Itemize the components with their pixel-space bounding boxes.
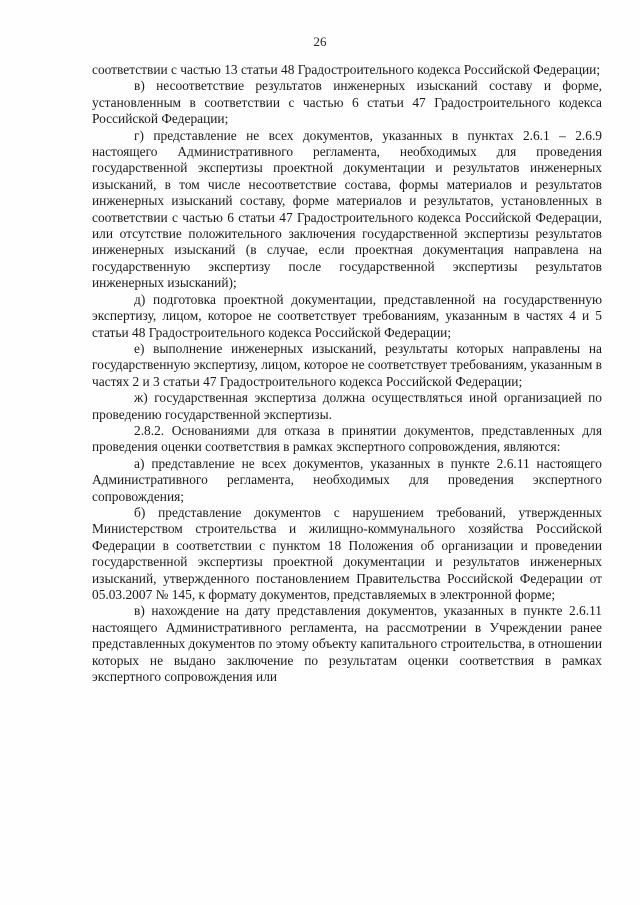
paragraph-item-g: г) представление не всех документов, указанных в пунктах 2.6.1 – 2.6.9 настоящего Административного регламента, необходимых для проведения государственной экспертизы проектной документации и результатов инженерных изысканий, в том числе несоответствие состава, формы материалов и результатов инженерных изысканий составу, форме материалов и результатов, установленных в соответствии с частью 6 статьи 47 Градостроительного кодекса Российской Федерации, или отсутствие положительного заключения государственной экспертизы результатов инженерных изысканий (в случае, если проектная документация направлена на государственную экспертизу после государственной экспертизы результатов инженерных изысканий);	[92, 127, 602, 291]
paragraph-item-a: а) представление не всех документов, указанных в пункте 2.6.11 настоящего Административного регламента, необходимых для проведения экспертного сопровождения;	[92, 455, 602, 504]
paragraph-item-zh: ж) государственная экспертиза должна осуществляться иной организацией по проведению государственной экспертизы.	[92, 390, 602, 422]
paragraph-item-v-2: в) нахождение на дату представления документов, указанных в пункте 2.6.11 настоящего Административного регламента, на рассмотрении в Учреждении ранее представленных документов по этому объекту капитального строительства, в отношении которых не выдано заключение по результатам оценки соответствия в рамках экспертного сопровождения или	[92, 603, 602, 685]
document-body	[92, 62, 602, 685]
paragraph-item-e: е) выполнение инженерных изысканий, результаты которых направлены на государственную экспертизу, лицом, которое не соответствует требованиям, указанным в частях 2 и 3 статьи 47 Градостроительного кодекса Российской Федерации;	[92, 340, 602, 389]
paragraph-item-b: б) представление документов с нарушением требований, утвержденных Министерством строительства и жилищно-коммунального хозяйства Российской Федерации в соответствии с пунктом 18 Положения об организации и проведении государственной экспертизы проектной документации и результатов инженерных изысканий, утвержденного постановлением Правительства Российской Федерации от 05.03.2007 № 145, к формату документов, представляемых в электронной форме;	[92, 504, 602, 602]
paragraph-item-d: д) подготовка проектной документации, представленной на государственную экспертизу, лицом, которое не соответствует требованиям, указанным в частях 4 и 5 статьи 48 Градостроительного кодекса Российской Федерации;	[92, 291, 602, 340]
page-number: 26	[313, 34, 327, 49]
paragraph-continuation: соответствии с частью 13 статьи 48 Градостроительного кодекса Российской Федерации;	[92, 62, 601, 77]
paragraph-item-v: в) несоответствие результатов инженерных изысканий составу и форме, установленным в соответствии с частью 6 статьи 47 Градостроительного кодекса Российской Федерации;	[92, 78, 602, 127]
paragraph-section-2-8-2: 2.8.2. Основаниями для отказа в принятии документов, представленных для проведения оценки соответствия в рамках экспертного сопровождения, являются:	[92, 422, 602, 455]
